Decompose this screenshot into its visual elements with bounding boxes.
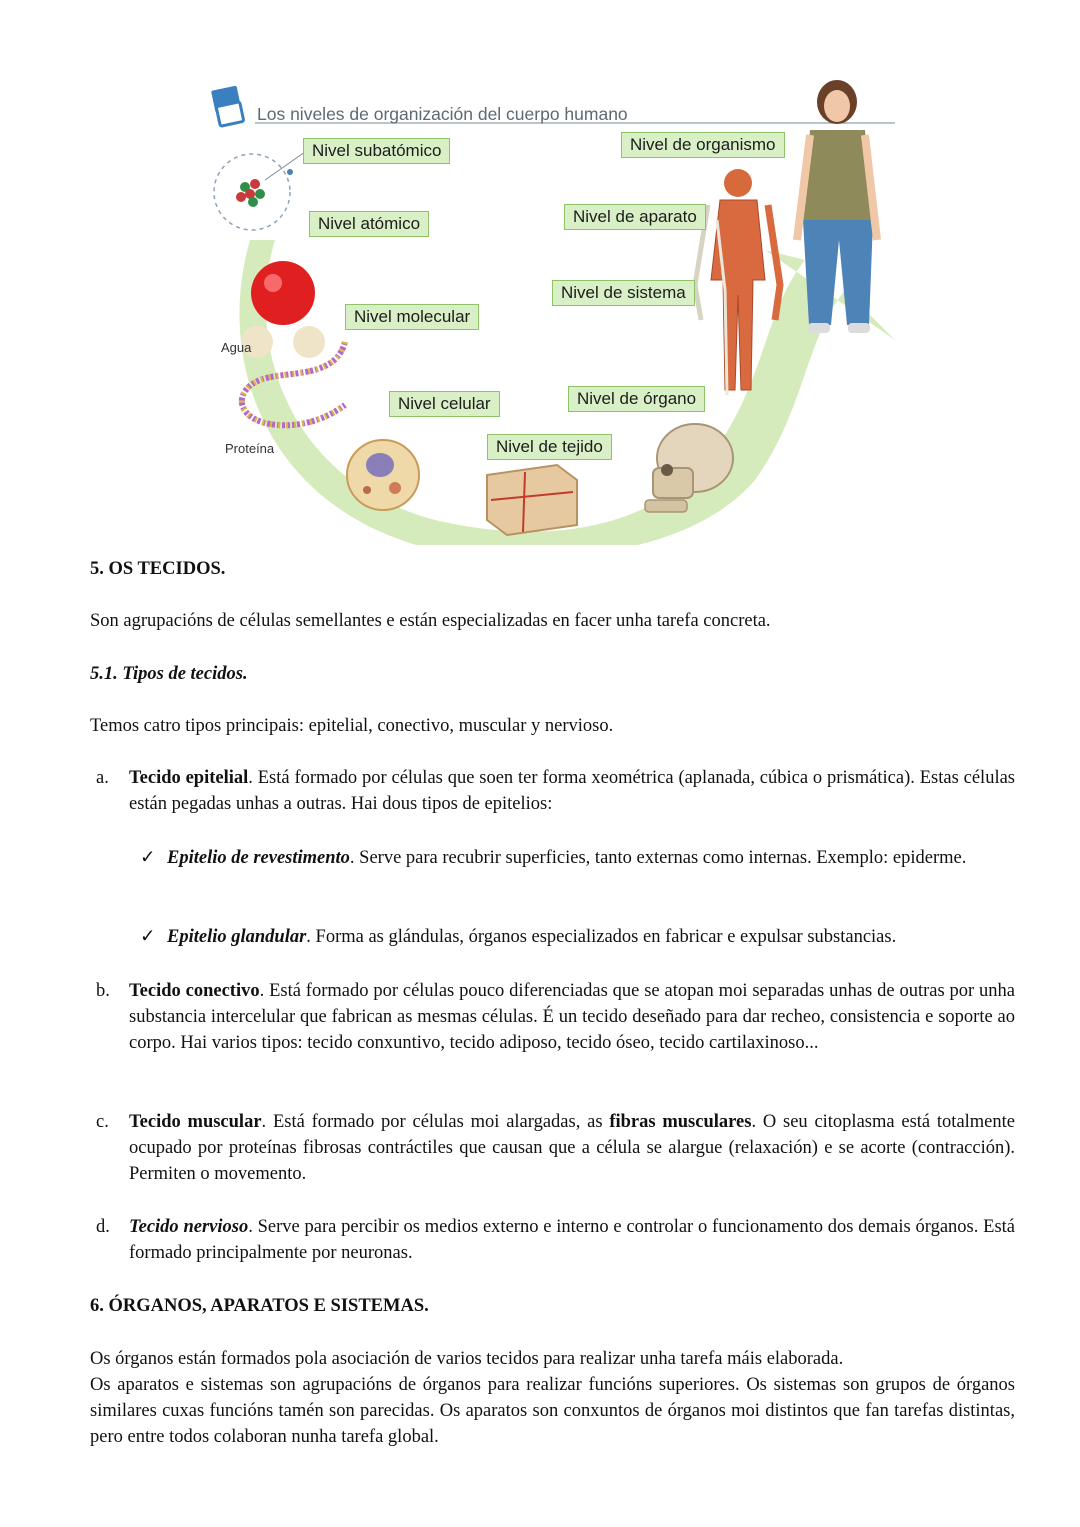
item-text: . Está formado por células pouco diferenciadas que se atopan moi separadas unhas de outras por unha substancia intercelular que fabrican as mesmas células. É un tecido deseñado para dar recheo, consistencia e soporte ao corpo. Hai varios tipos: tecido conxuntivo, tecido adiposo, tecido óseo, tecido cartilaxinoso... (129, 981, 1016, 1053)
check-item-lining-epithelium (140, 845, 1015, 871)
check-item-body (167, 845, 1015, 871)
book-icon (211, 86, 244, 127)
level-organism-label: Nivel de organismo (621, 132, 785, 158)
level-apparatus-label: Nivel de aparato (564, 204, 706, 230)
level-cellular-label: Nivel celular (389, 391, 500, 417)
item-title: Tecido nervioso (129, 1217, 249, 1237)
section5-intro: Son agrupacións de células semellantes e están especializadas en facer unha tarefa concreta. (90, 611, 771, 631)
level-tissue-label: Nivel de tejido (487, 434, 612, 460)
list-item-body (129, 978, 1015, 1056)
list-item-connective (90, 978, 1015, 1056)
list-item-nervous (90, 1214, 1015, 1266)
check-text: . Serve para recubrir superficies, tanto externas como internas. Exemplo: epiderme. (349, 848, 967, 868)
protein-label: Proteína (225, 441, 275, 456)
list-item-body (129, 1214, 1015, 1266)
list-marker: b. (96, 981, 110, 1001)
item-title: Tecido epitelial (129, 768, 249, 788)
atom-illustration (214, 152, 305, 230)
list-marker: c. (96, 1112, 109, 1132)
item-title: Tecido muscular (129, 1112, 262, 1132)
list-item-body (129, 1109, 1015, 1187)
list-item-epithelial (90, 765, 1015, 817)
section5-heading: 5. OS TECIDOS. (90, 559, 226, 579)
list-marker: d. (96, 1217, 110, 1237)
item-text: . Está formado por células que soen ter forma xeométrica (aplanada, cúbica o prismática). Estas células están pegadas unhas a outras. Hai dous tipos de epitelios: (129, 768, 1015, 814)
check-title: Epitelio de revestimento (167, 848, 350, 868)
types-intro: Temos catro tipos principais: epitelial, conectivo, muscular y nervioso. (90, 716, 614, 736)
section6-heading: 6. ÓRGANOS, APARATOS E SISTEMAS. (90, 1296, 429, 1316)
level-organ-label: Nivel de órgano (568, 386, 705, 412)
tissue-block (487, 465, 577, 535)
check-item-body (167, 924, 1015, 950)
list-marker: a. (96, 768, 109, 788)
checkmark-icon: ✓ (140, 927, 156, 947)
level-subatomic-label: Nivel subatómico (303, 138, 450, 164)
checkmark-icon: ✓ (140, 848, 156, 868)
item-bold-term: fibras musculares (609, 1112, 752, 1132)
organization-levels-figure (205, 80, 900, 545)
check-title: Epitelio glandular (167, 927, 307, 947)
list-item-body (129, 765, 1015, 817)
item-text: . Está formado por células moi alargadas, as (261, 1112, 610, 1132)
list-item-muscular (90, 1109, 1015, 1187)
item-text: . Serve para percibir os medios externo e interno e controlar o funcionamento dos demais órganos. Está formado principalmente por neuronas. (129, 1217, 1016, 1263)
level-system-label: Nivel de sistema (552, 280, 695, 306)
cell-illustration (347, 440, 419, 510)
item-title: Tecido conectivo (129, 981, 260, 1001)
section6-paragraph-2: Os aparatos e sistemas son agrupacións de órganos para realizar funcións superiores. Os sistemas son grupos de órganos similares cuxas funcións tamén son parecidas. Os aparatos son conxuntos de órganos moi distintos que fan tarefas distintas, pero entre todos colaboran nunha tarefa global. (90, 1375, 1015, 1447)
figure-title: Los niveles de organización del cuerpo humano (257, 104, 628, 124)
section6-paragraph-1: Os órganos están formados pola asociación de varios tecidos para realizar unha tarefa máis elaborada. (90, 1349, 844, 1369)
level-atomic-label: Nivel atómico (309, 211, 429, 237)
water-label: Agua (221, 340, 252, 355)
item-text-cont: . O seu citoplasma está totalmente ocupado por proteínas fibrosas contráctiles que causan que a célula se alargue (relaxación) e se acorte (contracción). Permiten o movemento. (129, 1112, 1015, 1184)
check-text: . Forma as glándulas, órganos especializados en fabricar e expulsar substancias. (306, 927, 897, 947)
check-item-glandular-epithelium (140, 924, 1015, 950)
level-molecular-label: Nivel molecular (345, 304, 479, 330)
woman-figure (797, 80, 877, 333)
section5-subheading: 5.1. Tipos de tecidos. (90, 664, 248, 684)
